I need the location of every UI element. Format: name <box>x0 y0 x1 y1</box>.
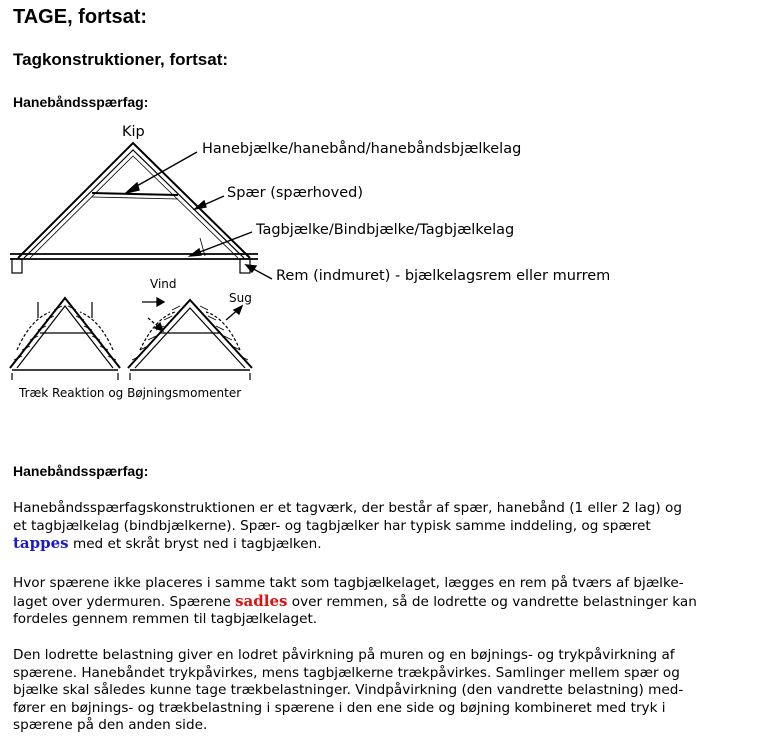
keyword-sadles: sadles <box>235 591 288 610</box>
p2-line-2-rest: over remmen, så de lodrette og vandrette belastninger kan <box>287 593 697 610</box>
diagram-section-title: Hanebåndsspærfag: <box>13 94 149 110</box>
paragraph-3 <box>13 647 763 735</box>
p1-line-1: Hanebåndsspærfagskonstruktionen er et tagværk, der består af spær, hanebånd (1 eller 2 lag) og <box>13 500 682 516</box>
p1-line-3-text: med et skråt bryst ned i tagbjælken. <box>68 536 322 553</box>
diagram-caption: Træk Reaktion og Bøjningsmomenter <box>19 386 242 400</box>
p2-line-2-text: laget over ydermuren. Spærene <box>13 593 236 610</box>
p2-line-3: fordeles gennem remmen til tagbjælkelaget. <box>13 611 318 628</box>
p3-line-3: bjælke skal således kunne tage trækbelastninger. Vindpåvirkning (den vandrette belastning) med- <box>13 682 684 699</box>
keyword-tappes: tappes <box>13 534 69 553</box>
wall-plate-label: Rem (indmuret) - bjælkelagsrem eller murrem <box>276 268 611 284</box>
collar-beam-label: Hanebjælke/hanebånd/hanebåndsbjælkelag <box>202 141 522 157</box>
p3-line-2: spærene. Hanebåndet trykpåvirkes, mens tagbjælkerne trækpåvirkes. Samlinger mellem spær og <box>13 664 680 681</box>
body-section-title: Hanebåndsspærfag: <box>13 463 149 479</box>
p3-line-4: fører en bøjnings- og trækbelastning i spærene i den ene side og bøjning kombineret med tryk i <box>13 699 666 716</box>
p2-line-2 <box>13 593 763 612</box>
rafter-label: Spær (spærhoved) <box>227 185 364 201</box>
p2-line-1: Hvor spærene ikke placeres i samme takt som tagbjælkelaget, lægges en rem på tværs af bjælke- <box>13 575 684 591</box>
tie-beam-label: Tagbjælke/Bindbjælke/Tagbjælkelag <box>256 222 515 238</box>
page-heading: TAGE, fortsat: <box>13 6 148 28</box>
p1-line-2: et tagbjælkelag (bindbjælkerne). Spær- og tagbjælker har typisk samme inddeling, og spæret <box>13 517 651 534</box>
paragraph-2 <box>13 575 763 629</box>
page-subheading: Tagkonstruktioner, fortsat: <box>13 50 229 69</box>
p1-line-3 <box>13 535 763 554</box>
p3-line-1: Den lodrette belastning giver en lodret påvirkning på muren og en bøjnings- og trykpåvirkning af <box>13 647 675 663</box>
suction-label: Sug <box>229 291 252 305</box>
p3-line-5: spærene på den anden side. <box>13 717 208 734</box>
kip-label: Kip <box>122 124 145 140</box>
paragraph-1 <box>13 500 763 554</box>
wind-label: Vind <box>150 277 177 291</box>
